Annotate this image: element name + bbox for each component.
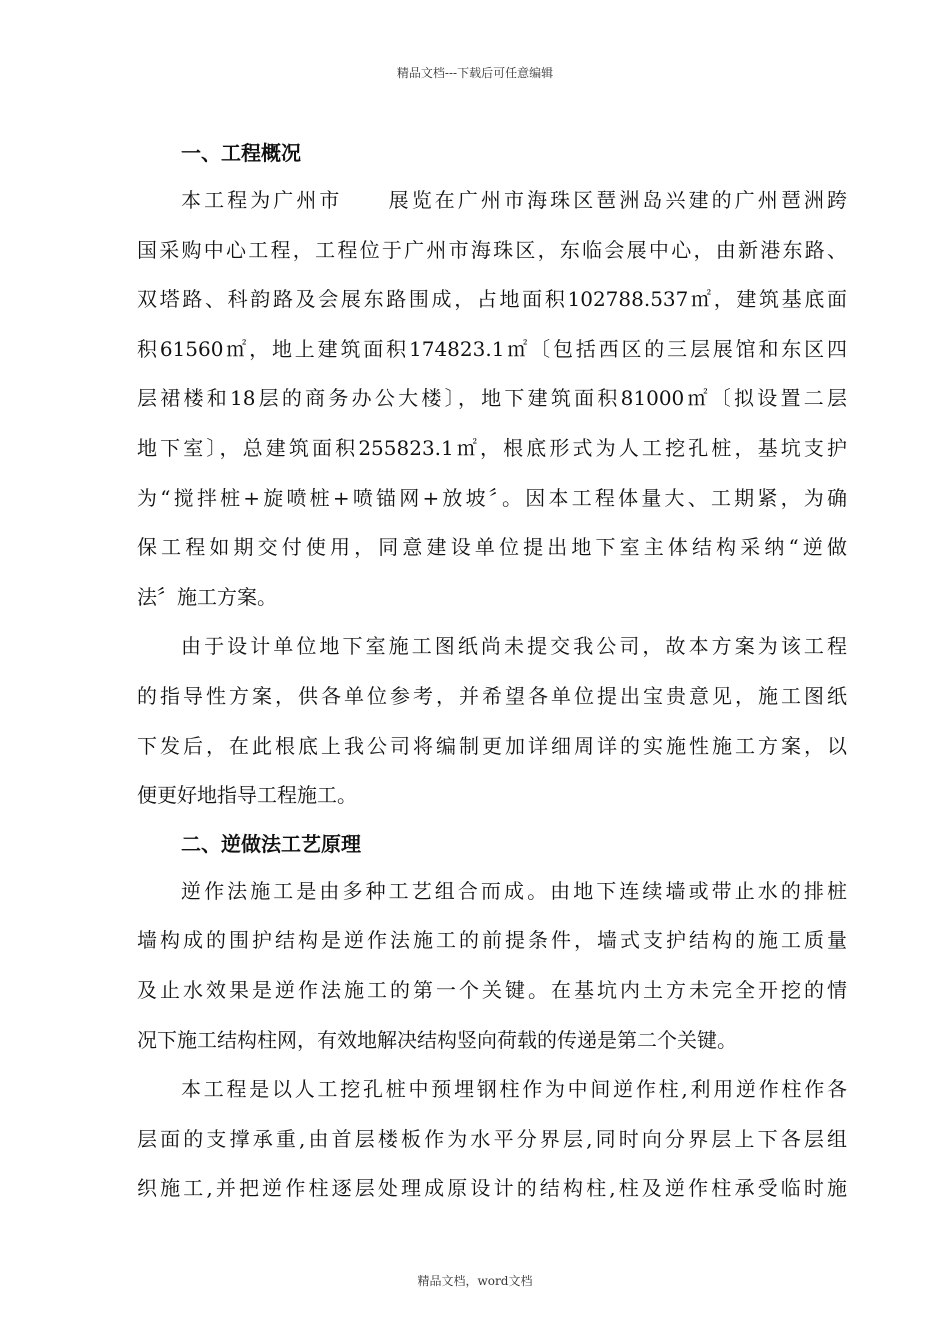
text-line: 便更好地指导工程施工。: [137, 783, 357, 808]
page-header: 精品文档---下载后可任意编辑: [396, 66, 554, 80]
text-line: 由于设计单位地下室施工图纸尚未提交我公司，故本方案为该工程: [181, 634, 847, 659]
paragraph-overview-1: [137, 176, 847, 622]
paragraph-principle-2: [137, 1065, 847, 1214]
section-heading-overview: 一、工程概况: [181, 141, 301, 165]
text-line: 为“搅拌桩+旋喷桩+喷锚网+放坡〞。因本工程体量大、工期紧，为确: [137, 485, 847, 510]
page-footer: 精品文档，word文档: [417, 1274, 533, 1288]
text-line: 织施工,并把逆作柱逐层处理成原设计的结构柱,柱及逆作柱承受临时施: [137, 1176, 847, 1201]
text-line: 本工程是以人工挖孔桩中预埋钢柱作为中间逆作柱,利用逆作柱作各: [181, 1077, 847, 1102]
text-line: 法〞施工方案。: [137, 584, 277, 609]
text-line: 墙构成的围护结构是逆作法施工的前提条件，墙式支护结构的施工质量: [137, 928, 847, 953]
text-line: 层面的支撑承重,由首层楼板作为水平分界层,同时向分界层上下各层组: [137, 1126, 847, 1151]
text-line: 逆作法施工是由多种工艺组合而成。由地下连续墙或带止水的排桩: [181, 878, 847, 903]
text-line: 地下室〕，总建筑面积255823.1㎡，根底形式为人工挖孔桩，基坑支护: [137, 435, 847, 460]
text-line: 的指导性方案，供各单位参考，并希望各单位提出宝贵意见，施工图纸: [137, 683, 847, 708]
text-line: 双塔路、科韵路及会展东路围成，占地面积102788.537㎡，建筑基底面: [137, 287, 847, 312]
text-line: 层裙楼和18层的商务办公大楼〕，地下建筑面积81000㎡〔拟设置二层: [137, 386, 847, 411]
section-heading-principle: 二、逆做法工艺原理: [181, 831, 361, 856]
paragraph-overview-2: [137, 622, 847, 820]
text-line: 保工程如期交付使用，同意建设单位提出地下室主体结构采纳“逆做: [137, 535, 847, 560]
text-line: 况下施工结构柱网，有效地解决结构竖向荷载的传递是第二个关键。: [137, 1027, 737, 1052]
document-body: [137, 130, 847, 1214]
text-line: 本工程为广州市 展览在广州市海珠区琶洲岛兴建的广州琶洲跨: [181, 188, 847, 212]
text-line: 及止水效果是逆作法施工的第一个关键。在基坑内土方未完全开挖的情: [137, 977, 847, 1002]
text-line: 积61560㎡，地上建筑面积174823.1㎡〔包括西区的三层展馆和东区四: [137, 336, 847, 361]
paragraph-principle-1: [137, 867, 847, 1065]
text-line: 下发后，在此根底上我公司将编制更加详细周详的实施性施工方案，以: [137, 733, 847, 758]
text-line: 国采购中心工程，工程位于广州市海珠区，东临会展中心，由新港东路、: [137, 237, 847, 262]
